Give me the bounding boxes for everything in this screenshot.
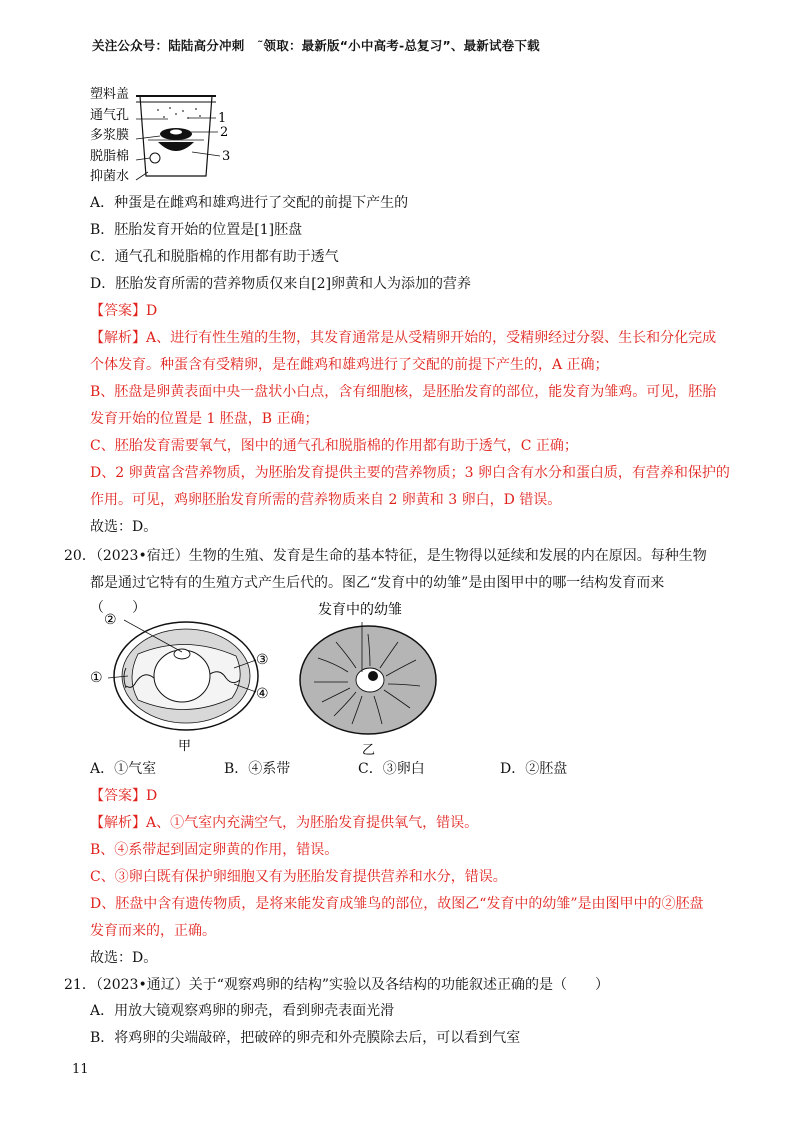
q21-option-b: B．将鸡卵的尖端敲碎，把破碎的卵壳和外壳膜除去后，可以看到气室: [90, 1030, 521, 1046]
q19-option-b: B．胚胎发育开始的位置是[1]胚盘: [90, 222, 303, 238]
q20-analysis-line: 发育而来的，正确。: [90, 923, 216, 939]
label-water: 抑菌水: [90, 169, 130, 184]
q20-analysis-line: D、胚盘中含有遗传物质，是将来能发育成雏鸟的部位，故图乙“发育中的幼雏”是由图甲中的②胚盘: [90, 896, 704, 912]
circle-2-label: ②: [104, 612, 117, 628]
q19-option-a: A．种蛋是在雌鸡和雄鸡进行了交配的前提下产生的: [90, 195, 409, 211]
q20-option-d: D．②胚盘: [500, 761, 568, 777]
egg-diagrams: [86, 598, 446, 758]
q20-option-a: A．①气室: [90, 761, 157, 777]
circle-3-label: ③: [256, 652, 269, 668]
q19-conclusion: 故选：D。: [90, 519, 158, 535]
label-membrane: 多浆膜: [90, 128, 130, 143]
fig-yi-label: 乙: [362, 743, 376, 758]
q19-option-c: C．通气孔和脱脂棉的作用都有助于透气: [90, 249, 339, 265]
num-3: 3: [222, 149, 231, 164]
q19-answer: 【答案】D: [90, 303, 158, 319]
num-2: 2: [220, 125, 229, 140]
q20-analysis-line: B、④系带起到固定卵黄的作用，错误。: [90, 842, 339, 858]
label-cotton: 脱脂棉: [90, 149, 130, 164]
num-1: 1: [218, 111, 227, 126]
q19-analysis-line: 发育开始的位置是 1 胚盘，B 正确；: [90, 411, 319, 427]
circle-1-label: ①: [90, 670, 103, 686]
page-number: 11: [72, 1062, 89, 1077]
label-plastic-lid: 塑料盖: [90, 87, 130, 102]
q19-analysis-line: 作用。可见，鸡卵胚胎发育所需的营养物质来自 2 卵黄和 3 卵白，D 错误。: [90, 492, 562, 508]
q20-option-c: C．③卵白: [358, 761, 425, 777]
q21-option-a: A．用放大镜观察鸡卵的卵壳，看到卵壳表面光滑: [90, 1003, 395, 1019]
q20-stem-line: （ ）: [90, 600, 146, 616]
q20-conclusion: 故选：D。: [90, 950, 158, 966]
page-header: 关注公众号：陆陆高分冲刺 ˜领取：最新版“小中高考-总复习”、最新试卷下载: [92, 38, 540, 53]
q19-analysis-line: B、胚盘是卵黄表面中央一盘状小白点，含有细胞核，是胚胎发育的部位，能发育为雏鸡。可见，胚胎: [90, 384, 717, 400]
chick-label: 发育中的幼雏: [318, 602, 402, 618]
q19-analysis-line: 个体发育。种蛋含有受精卵，是在雌鸡和雄鸡进行了交配的前提下产生的，A 正确；: [90, 357, 609, 373]
q20-stem-line: 20．（2023•宿迁）生物的生殖、发育是生命的基本特征，是生物得以延续和发展的内在原因。每种生物: [64, 548, 707, 564]
q21-stem: 21．（2023•通辽）关于“观察鸡卵的结构”实验以及各结构的功能叙述正确的是（ ）: [64, 977, 610, 993]
q20-analysis-line: 【解析】A、①气室内充满空气，为胚胎发育提供氧气，错误。: [90, 815, 479, 831]
fig-jia-label: 甲: [178, 739, 192, 754]
q20-option-b: B．④系带: [224, 761, 291, 777]
q19-analysis-line: D、2 卵黄富含营养物质，为胚胎发育提供主要的营养物质；3 卵白含有水分和蛋白质，有营养和保护的: [90, 465, 730, 481]
q20-analysis-line: C、③卵白既有保护卵细胞又有为胚胎发育提供营养和水分，错误。: [90, 869, 507, 885]
circle-4-label: ④: [256, 686, 269, 702]
q19-analysis-line: C、胚胎发育需要氧气，图中的通气孔和脱脂棉的作用都有助于透气，C 正确；: [90, 438, 578, 454]
q20-stem-line: 都是通过它特有的生殖方式产生后代的。图乙“发育中的幼雏”是由图甲中的哪一结构发育而来: [90, 575, 665, 591]
q19-option-d: D．胚胎发育所需的营养物质仅来自[2]卵黄和人为添加的营养: [90, 276, 472, 292]
incubator-diagram: [88, 80, 238, 185]
q20-answer: 【答案】D: [90, 788, 158, 804]
q19-analysis-line: 【解析】A、进行有性生殖的生物，其发育通常是从受精卵开始的，受精卵经过分裂、生长和分化完成: [90, 330, 717, 346]
label-vent-hole: 通气孔: [90, 108, 130, 123]
